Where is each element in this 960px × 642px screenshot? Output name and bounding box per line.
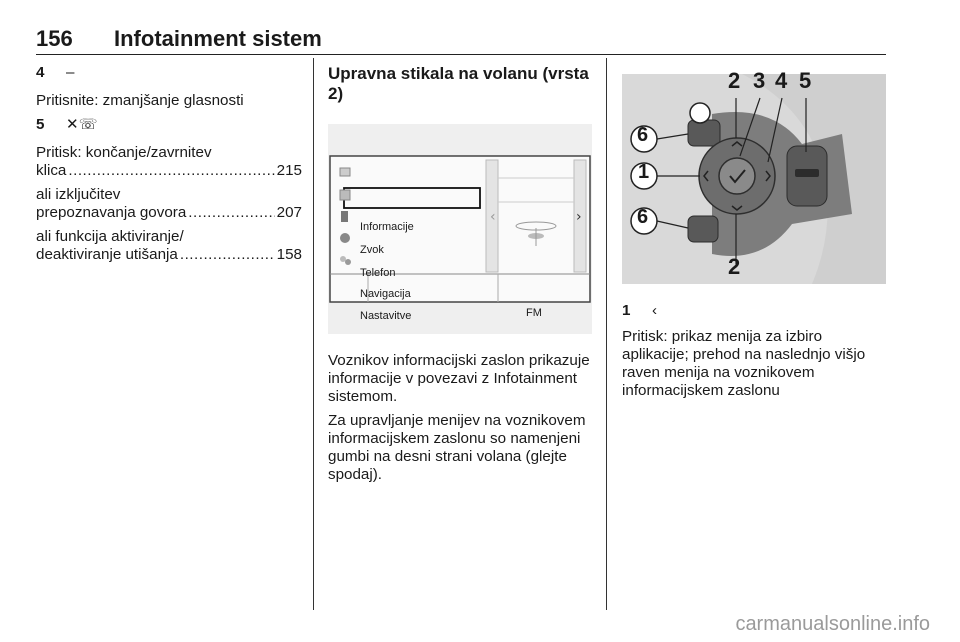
item-5: [36, 116, 302, 264]
leader-dots: [188, 204, 274, 222]
column-2: [328, 64, 594, 490]
svg-text:›: ›: [576, 209, 582, 225]
callout-5: 5: [799, 68, 812, 93]
page-header: [36, 26, 886, 55]
leader-dots: [180, 246, 275, 264]
menu-item-telefon: Telefon: [360, 267, 396, 279]
callout-4: 4: [775, 68, 788, 93]
reference-line: [36, 246, 302, 264]
page-title: Infotainment sistem: [114, 26, 322, 51]
menu-item-informacije: Informacije: [360, 221, 414, 233]
page-reference: 215: [276, 162, 302, 179]
end-call-icon: ✕☏: [66, 116, 98, 133]
menu-item-zvok: Zvok: [360, 244, 384, 256]
column-1: [36, 64, 302, 270]
reference-text: klica: [36, 162, 67, 179]
reference-text: prepoznavanja govora: [36, 204, 187, 221]
description-line: Pritisk: končanje/zavrnitev: [36, 144, 212, 161]
callout-2-bottom: 2: [728, 254, 741, 279]
callout-2-top: 2: [728, 68, 741, 93]
paragraph-1: Voznikov informacijski zaslon prikazuje informacije v povezavi z Infotainment sistemom.: [328, 352, 590, 405]
chevron-left-icon: ‹: [652, 302, 658, 319]
minus-symbol: –: [66, 64, 75, 81]
menu-item-nastavitve: Nastavitve: [360, 310, 412, 322]
alternative-description: [36, 186, 302, 222]
item-description: Pritisnite: zmanjšanje glasnosti: [36, 92, 244, 109]
item-1: [622, 302, 888, 400]
description-line: ali izključitev: [36, 186, 121, 203]
reference-line: [36, 204, 302, 222]
display-text-layer: [328, 178, 592, 388]
column-divider-2: [606, 58, 607, 610]
item-number: 5: [36, 116, 45, 133]
item-4: [36, 64, 302, 110]
item-number: 1: [622, 302, 631, 319]
column-divider-1: [313, 58, 314, 610]
page-number: 156: [36, 26, 73, 51]
item-description: Pritisk: prikaz menija za izbiro aplikacije; prehod na naslednjo višjo raven menija na voznikovem informacijskem zaslonu: [622, 328, 866, 399]
callout-layer: [622, 68, 886, 284]
callout-6-top: 6: [637, 124, 649, 146]
radio-band-label: FM: [526, 307, 542, 319]
leader-dots: [68, 162, 274, 180]
reference-text: deaktiviranje utišanja: [36, 246, 178, 263]
column-3: [622, 64, 888, 406]
alternative-description: [36, 228, 302, 264]
paragraph-2: Za upravljanje menijev na voznikovem informacijskem zaslonu so namenjeni gumbi na desni strani volana (glejte spodaj).: [328, 412, 586, 483]
callout-6-bottom: 6: [637, 206, 649, 228]
menu-item-navigacija: Navigacija: [360, 288, 411, 300]
reference-line: [36, 162, 302, 180]
callout-1: 1: [638, 161, 650, 183]
svg-text:‹: ‹: [490, 209, 496, 225]
callout-3: 3: [753, 68, 766, 93]
page-reference: 207: [276, 204, 302, 221]
description-line: ali funkcija aktiviranje/: [36, 228, 184, 245]
item-number: 4: [36, 64, 45, 81]
watermark: carmanualsonline.info: [735, 613, 930, 635]
item-description: [36, 144, 302, 180]
section-title: Upravna stikala na volanu (vrsta 2): [328, 64, 589, 103]
page-reference: 158: [276, 246, 302, 263]
